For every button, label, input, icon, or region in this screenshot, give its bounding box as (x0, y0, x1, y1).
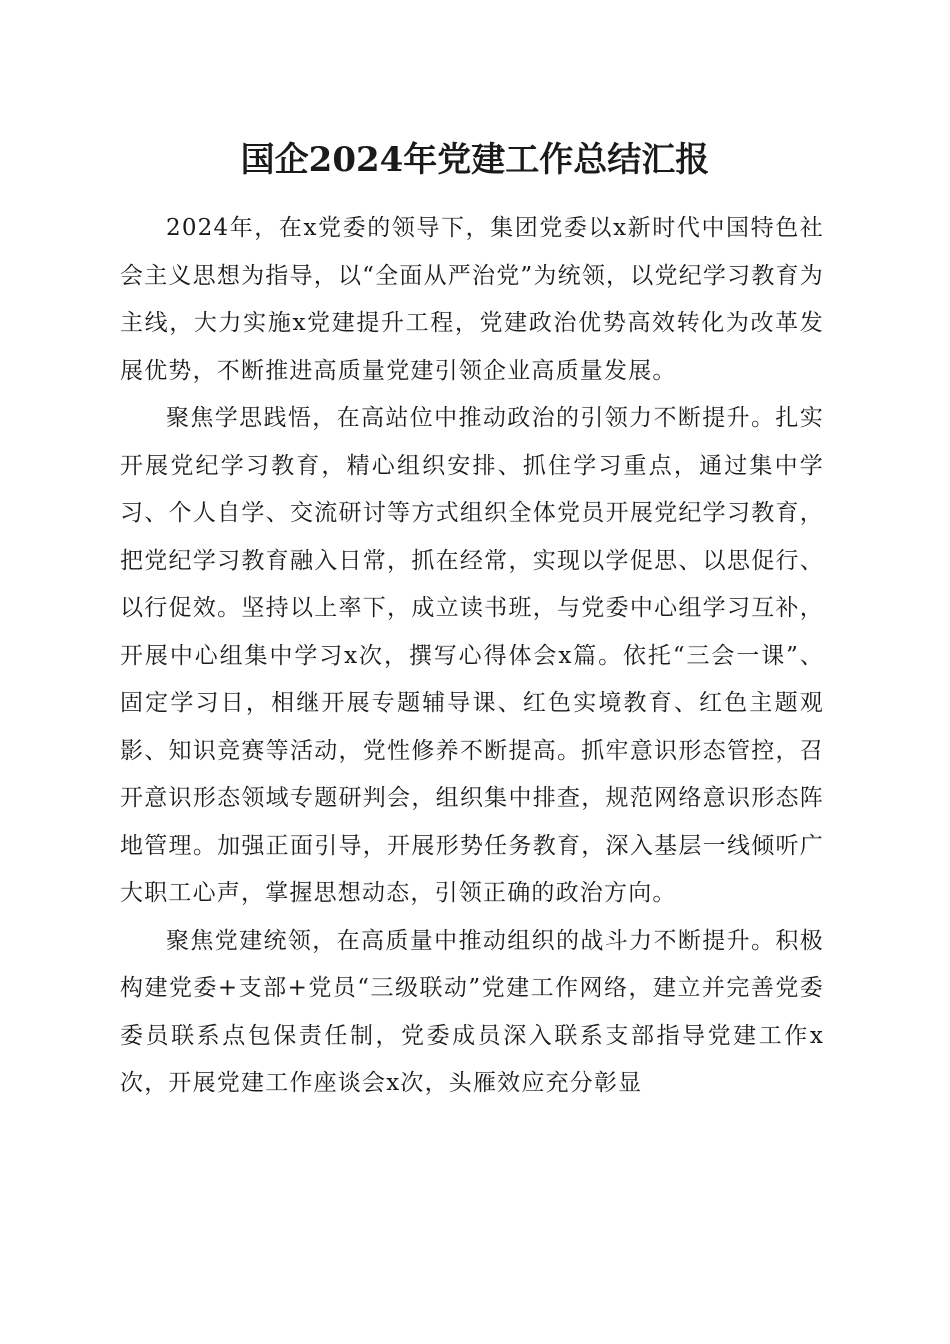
document-body (120, 205, 824, 1108)
paragraph-intro: 2024年，在x党委的领导下，集团党委以x新时代中国特色社会主义思想为指导，以“全面从严治党”为统领，以党纪学习教育为主线，大力实施x党建提升工程，党建政治优势高效转化为改革发展优势，不断推进高质量党建引领企业高质量发展。 (120, 215, 824, 384)
paragraph-political-leadership: 聚焦学思践悟，在高站位中推动政治的引领力不断提升。扎实开展党纪学习教育，精心组织安排、抓住学习重点，通过集中学习、个人自学、交流研讨等方式组织全体党员开展党纪学习教育，把党纪学习教育融入日常，抓在经常，实现以学促思、以思促行、以行促效。坚持以上率下，成立读书班，与党委中心组学习互补，开展中心组集中学习x次，撰写心得体会x篇。依托“三会一课”、固定学习日，相继开展专题辅导课、红色实境教育、红色主题观影、知识竞赛等活动，党性修养不断提高。抓牢意识形态管控，召开意识形态领域专题研判会，组织集中排查，规范网络意识形态阵地管理。加强正面引导，开展形势任务教育，深入基层一线倾听广大职工心声，掌握思想动态，引领正确的政治方向。 (120, 405, 824, 906)
document-title: 国企2024年党建工作总结汇报 (240, 140, 710, 180)
paragraph-organization: 聚焦党建统领，在高质量中推动组织的战斗力不断提升。积极构建党委+支部+党员“三级联动”党建工作网络，建立并完善党委委员联系点包保责任制，党委成员深入联系支部指导党建工作x次，开展党建工作座谈会x次，头雁效应充分彰显 (120, 927, 824, 1096)
